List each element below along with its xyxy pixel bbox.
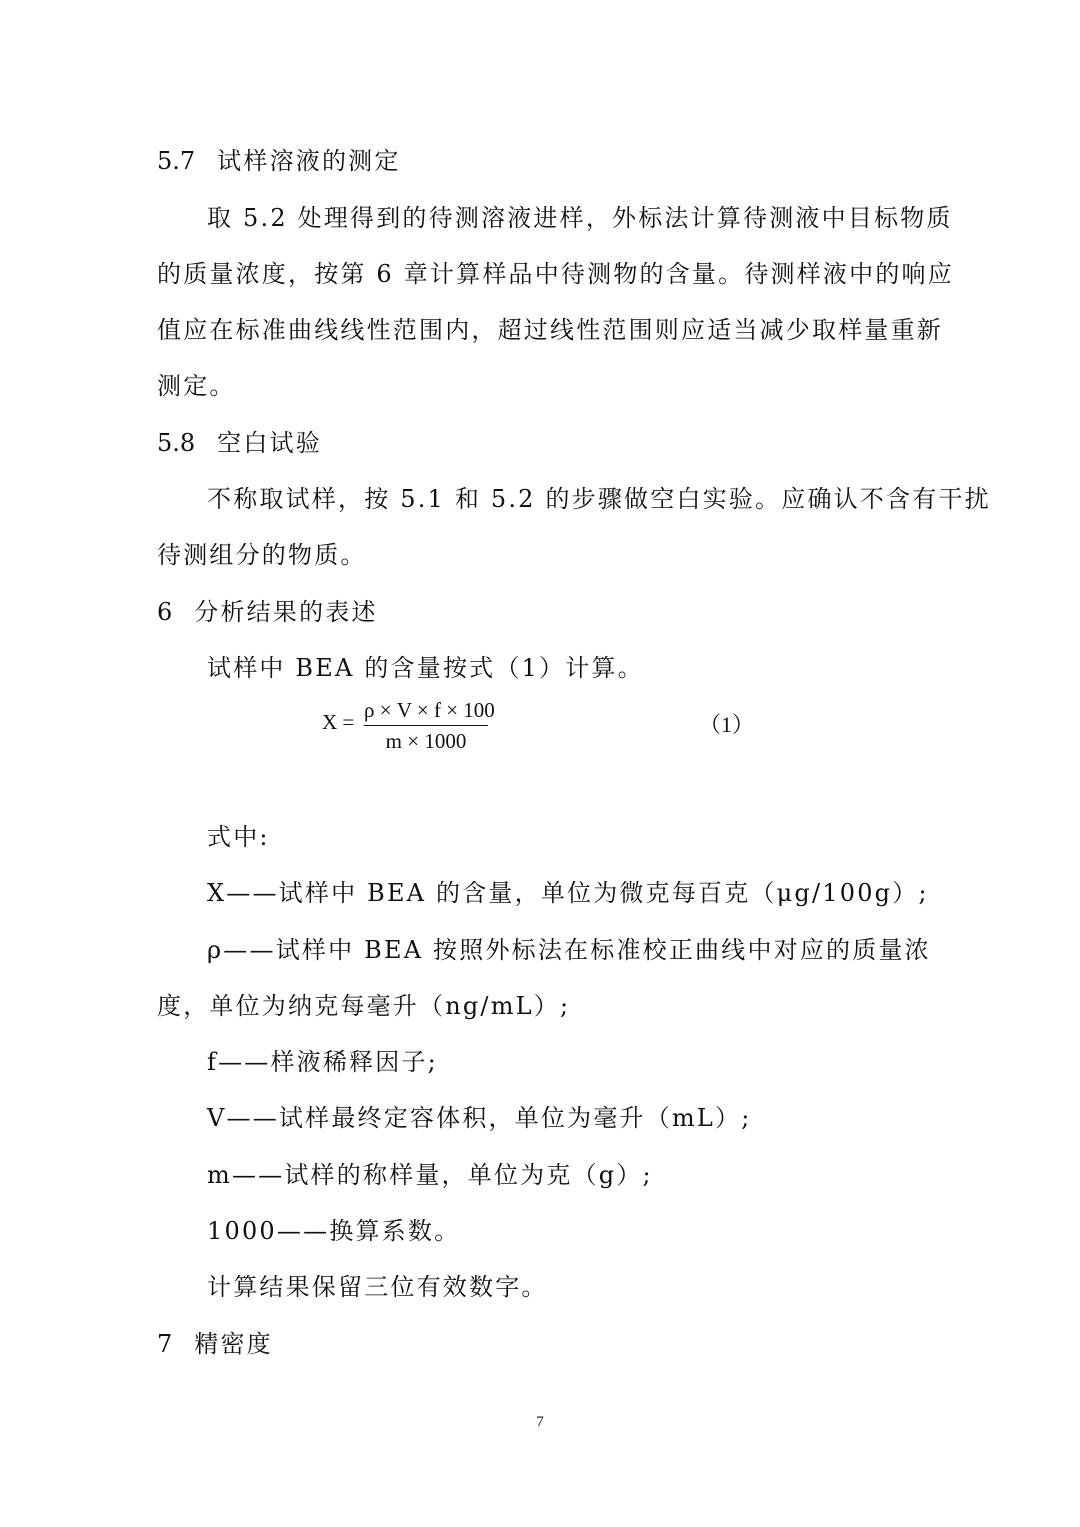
- equation-number: （1）: [699, 712, 755, 737]
- paragraph-line: 待测组分的物质。: [157, 541, 367, 569]
- definition-line: 1000——换算系数。: [207, 1217, 461, 1245]
- definition-line: f——样液稀释因子;: [207, 1048, 438, 1076]
- formula-intro: 试样中 BEA 的含量按式（1）计算。: [207, 654, 644, 682]
- formula-1: [322, 696, 782, 756]
- section-number: 7: [157, 1330, 173, 1358]
- result-note: 计算结果保留三位有效数字。: [207, 1273, 548, 1301]
- definition-line: X——试样中 BEA 的含量，单位为微克每百克（μg/100g）;: [207, 879, 929, 907]
- definition-line: V——试样最终定容体积，单位为毫升（mL）;: [207, 1104, 752, 1132]
- section-title: 空白试验: [217, 429, 322, 457]
- section-title: 试样溶液的测定: [217, 147, 401, 175]
- paragraph-line: 取 5.2 处理得到的待测溶液进样，外标法计算待测液中目标物质: [207, 204, 953, 232]
- paragraph-line: 的质量浓度，按第 6 章计算样品中待测物的含量。待测样液中的响应: [157, 260, 954, 288]
- section-title: 分析结果的表述: [194, 598, 378, 626]
- section-number: 5.8: [157, 429, 196, 457]
- section-5-7-heading: [157, 145, 917, 177]
- formula-denominator: m × 1000: [385, 729, 467, 753]
- fraction-bar: [364, 725, 488, 726]
- definition-line: 度，单位为纳克每毫升（ng/mL）;: [157, 992, 571, 1020]
- paragraph-line: 值应在标准曲线线性范围内，超过线性范围则应适当减少取样量重新: [157, 316, 943, 344]
- where-label: 式中:: [207, 823, 270, 851]
- definition-line: m——试样的称样量，单位为克（g）;: [207, 1161, 653, 1189]
- paragraph-line: 不称取试样，按 5.1 和 5.2 的步骤做空白实验。应确认不含有干扰: [207, 485, 991, 513]
- section-number: 6: [157, 598, 173, 626]
- section-title: 精密度: [194, 1330, 273, 1358]
- formula-numerator: ρ × V × f × 100: [364, 698, 495, 722]
- page-number: 7: [536, 1414, 544, 1430]
- formula-lhs: X =: [322, 710, 355, 734]
- section-6-heading: [157, 596, 917, 628]
- section-5-8-heading: [157, 427, 917, 459]
- paragraph-line: 测定。: [157, 372, 236, 400]
- definition-line: ρ——试样中 BEA 按照外标法在标准校正曲线中对应的质量浓: [207, 936, 931, 964]
- section-number: 5.7: [157, 147, 196, 175]
- section-7-heading: [157, 1328, 917, 1360]
- formula-fraction: [364, 696, 495, 755]
